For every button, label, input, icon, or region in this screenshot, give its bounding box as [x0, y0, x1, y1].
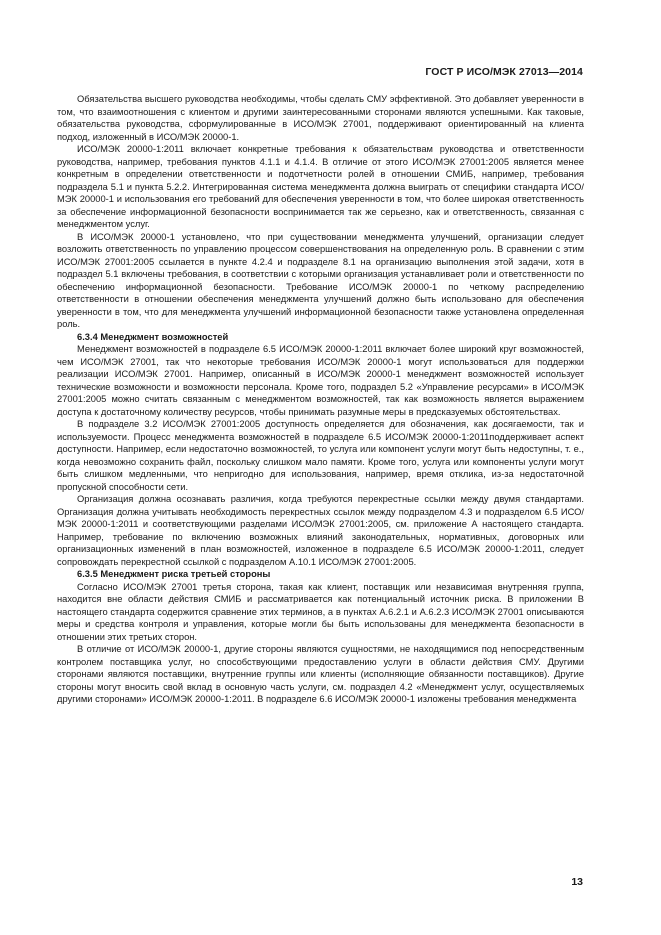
paragraph: Организация должна осознавать различия, когда требуются перекрестные ссылки между двумя стандартами. Организация должна учитывать необходимость перекрестных ссылок между подразделом 4.3 и подразделом 6.5 ИСО/МЭК 20000-1:2011 и соответствующими разделами ИСО/МЭК 27001:2005, см. приложение А настоящего стандарта. Например, требование по включению возможных влияний законодательных, нормативных, договорных или организационных изменений в план возможностей, изложенное в подразделе 6.5 ИСО/МЭК 20000-1:2011, следует сопровождать перекрестной ссылкой с подразделом А.10.1 ИСО/МЭК 27001:2005. — [57, 494, 584, 567]
document-body — [57, 93, 584, 706]
page-number: 13 — [571, 876, 583, 888]
paragraph: Согласно ИСО/МЭК 27001 третья сторона, такая как клиент, поставщик или независимая внутренняя группа, находится вне области действия СМИБ и рассматривается как потенциальный источник риска. В приложении В настоящего стандарта содержится сравнение этих терминов, а в пунктах А.6.2.1 и А.6.2.3 ИСО/МЭК 27001 описываются меры и средства контроля и управления, которые могли бы быть использованы для менеджмента безопасности в отношении этих третьих сторон. — [57, 581, 584, 642]
section-heading-6-3-4: 6.3.4 Менеджмент возможностей — [77, 331, 229, 342]
page-header: ГОСТ Р ИСО/МЭК 27013—2014 — [425, 66, 583, 78]
paragraph: Обязательства высшего руководства необходимы, чтобы сделать СМУ эффективной. Это добавляет уверенности в том, что взаимоотношения с клиентом и другими заинтересованными сторонами являются успешными. Как таковые, обязательства руководства, сформулированные в ИСО/МЭК 27001, поддерживают ориентированный на клиента подход, изложенный в ИСО/МЭК 20000-1. — [57, 94, 584, 142]
paragraph: Менеджмент возможностей в подразделе 6.5 ИСО/МЭК 20000-1:2011 включает более широкий круг возможностей, чем ИСО/МЭК 27001, так что некоторые требования ИСО/МЭК 20000-1 могут использоваться для поддержки реализации ИСО/МЭК 27001. Например, описанный в ИСО/МЭК 20000-1 менеджмент возможностей использует технические возможности и возможности персонала. Кроме того, подраздел 5.2 «Управление ресурсами» в ИСО/МЭК 27001:2005 можно считать связанным с менеджментом возможностей, так как возможность является выражением доступа к достаточному количеству ресурсов, чтобы принимать разумные меры в предсказуемых обстоятельствах. — [57, 344, 584, 417]
paragraph: В подразделе 3.2 ИСО/МЭК 27001:2005 доступность определяется для обозначения, как досягаемости, так и используемости. Процесс менеджмента возможностей в подразделе 6.5 ИСО/МЭК 20000-1:2011поддерживает аспект доступности. Например, если недостаточно возможностей, то услуга или компонент услуги могут быть недоступны, т. е., когда невозможно сохранить файл, поскольку слишком мало памяти. Кроме того, услуга или компоненты услуги могут быть слишком медленными, что непригодно для использования, например, время отклика, из-за недостаточной пропускной способности сети. — [57, 419, 584, 492]
paragraph: В ИСО/МЭК 20000-1 установлено, что при существовании менеджмента улучшений, организации следует возложить ответственность по управлению процессом совершенствования на определенную роль. В сравнении с этим ИСО/МЭК 27001:2005 ссылается в пункте 4.2.4 и подразделе 8.1 на организацию выполнения этой задачи, хотя в подраздел 5.1 включены требования, в соответствии с которыми организация устанавливает роли и ответственности по обеспечению информационной безопасности. Требование ИСО/МЭК 20000-1 по четкому распределению ответственности в отношении обеспечения менеджмента улучшений должно быть использовано для обеспечения уверенности в том, что для менеджмента улучшений информационной безопасности также установлена определенная роль. — [57, 231, 584, 329]
paragraph: ИСО/МЭК 20000-1:2011 включает конкретные требования к обязательствам руководства и ответственности руководства, например, требования пунктов 4.1.1 и 4.1.4. В отличие от этого ИСО/МЭК 27001:2005 является менее конкретным в определении ответственности и подотчетности ролей в отношении СМИБ, например, требования подраздела 5.1 и пункта 5.2.2. Интегрированная система менеджмента должна выиграть от специфики стандарта ИСО/МЭК 20000-1 и использования его требований для обеспечения уверенности в том, что более широкая ответственность за обеспечение информационной безопасности воспринимается так же серьезно, как и ответственность, связанная с менеджментом услуг. — [57, 144, 584, 229]
section-heading-6-3-5: 6.3.5 Менеджмент риска третьей стороны — [77, 569, 271, 579]
paragraph: В отличие от ИСО/МЭК 20000-1, другие стороны являются сущностями, не находящимися под непосредственным контролем поставщика услуг, но способствующими предоставлению услуги в области действия СМУ. Другими сторонами являются поставщики, внутренние группы или клиенты (исполняющие обязанности поставщиков). Другие стороны могут вносить свой вклад в основную часть услуги, см. подраздел 4.2 «Менеджмент услуг, осуществляемых другими сторонами» ИСО/МЭК 20000-1:2011. В подразделе 6.6 ИСО/МЭК 20000-1 изложены требования менеджмента — [57, 644, 584, 704]
